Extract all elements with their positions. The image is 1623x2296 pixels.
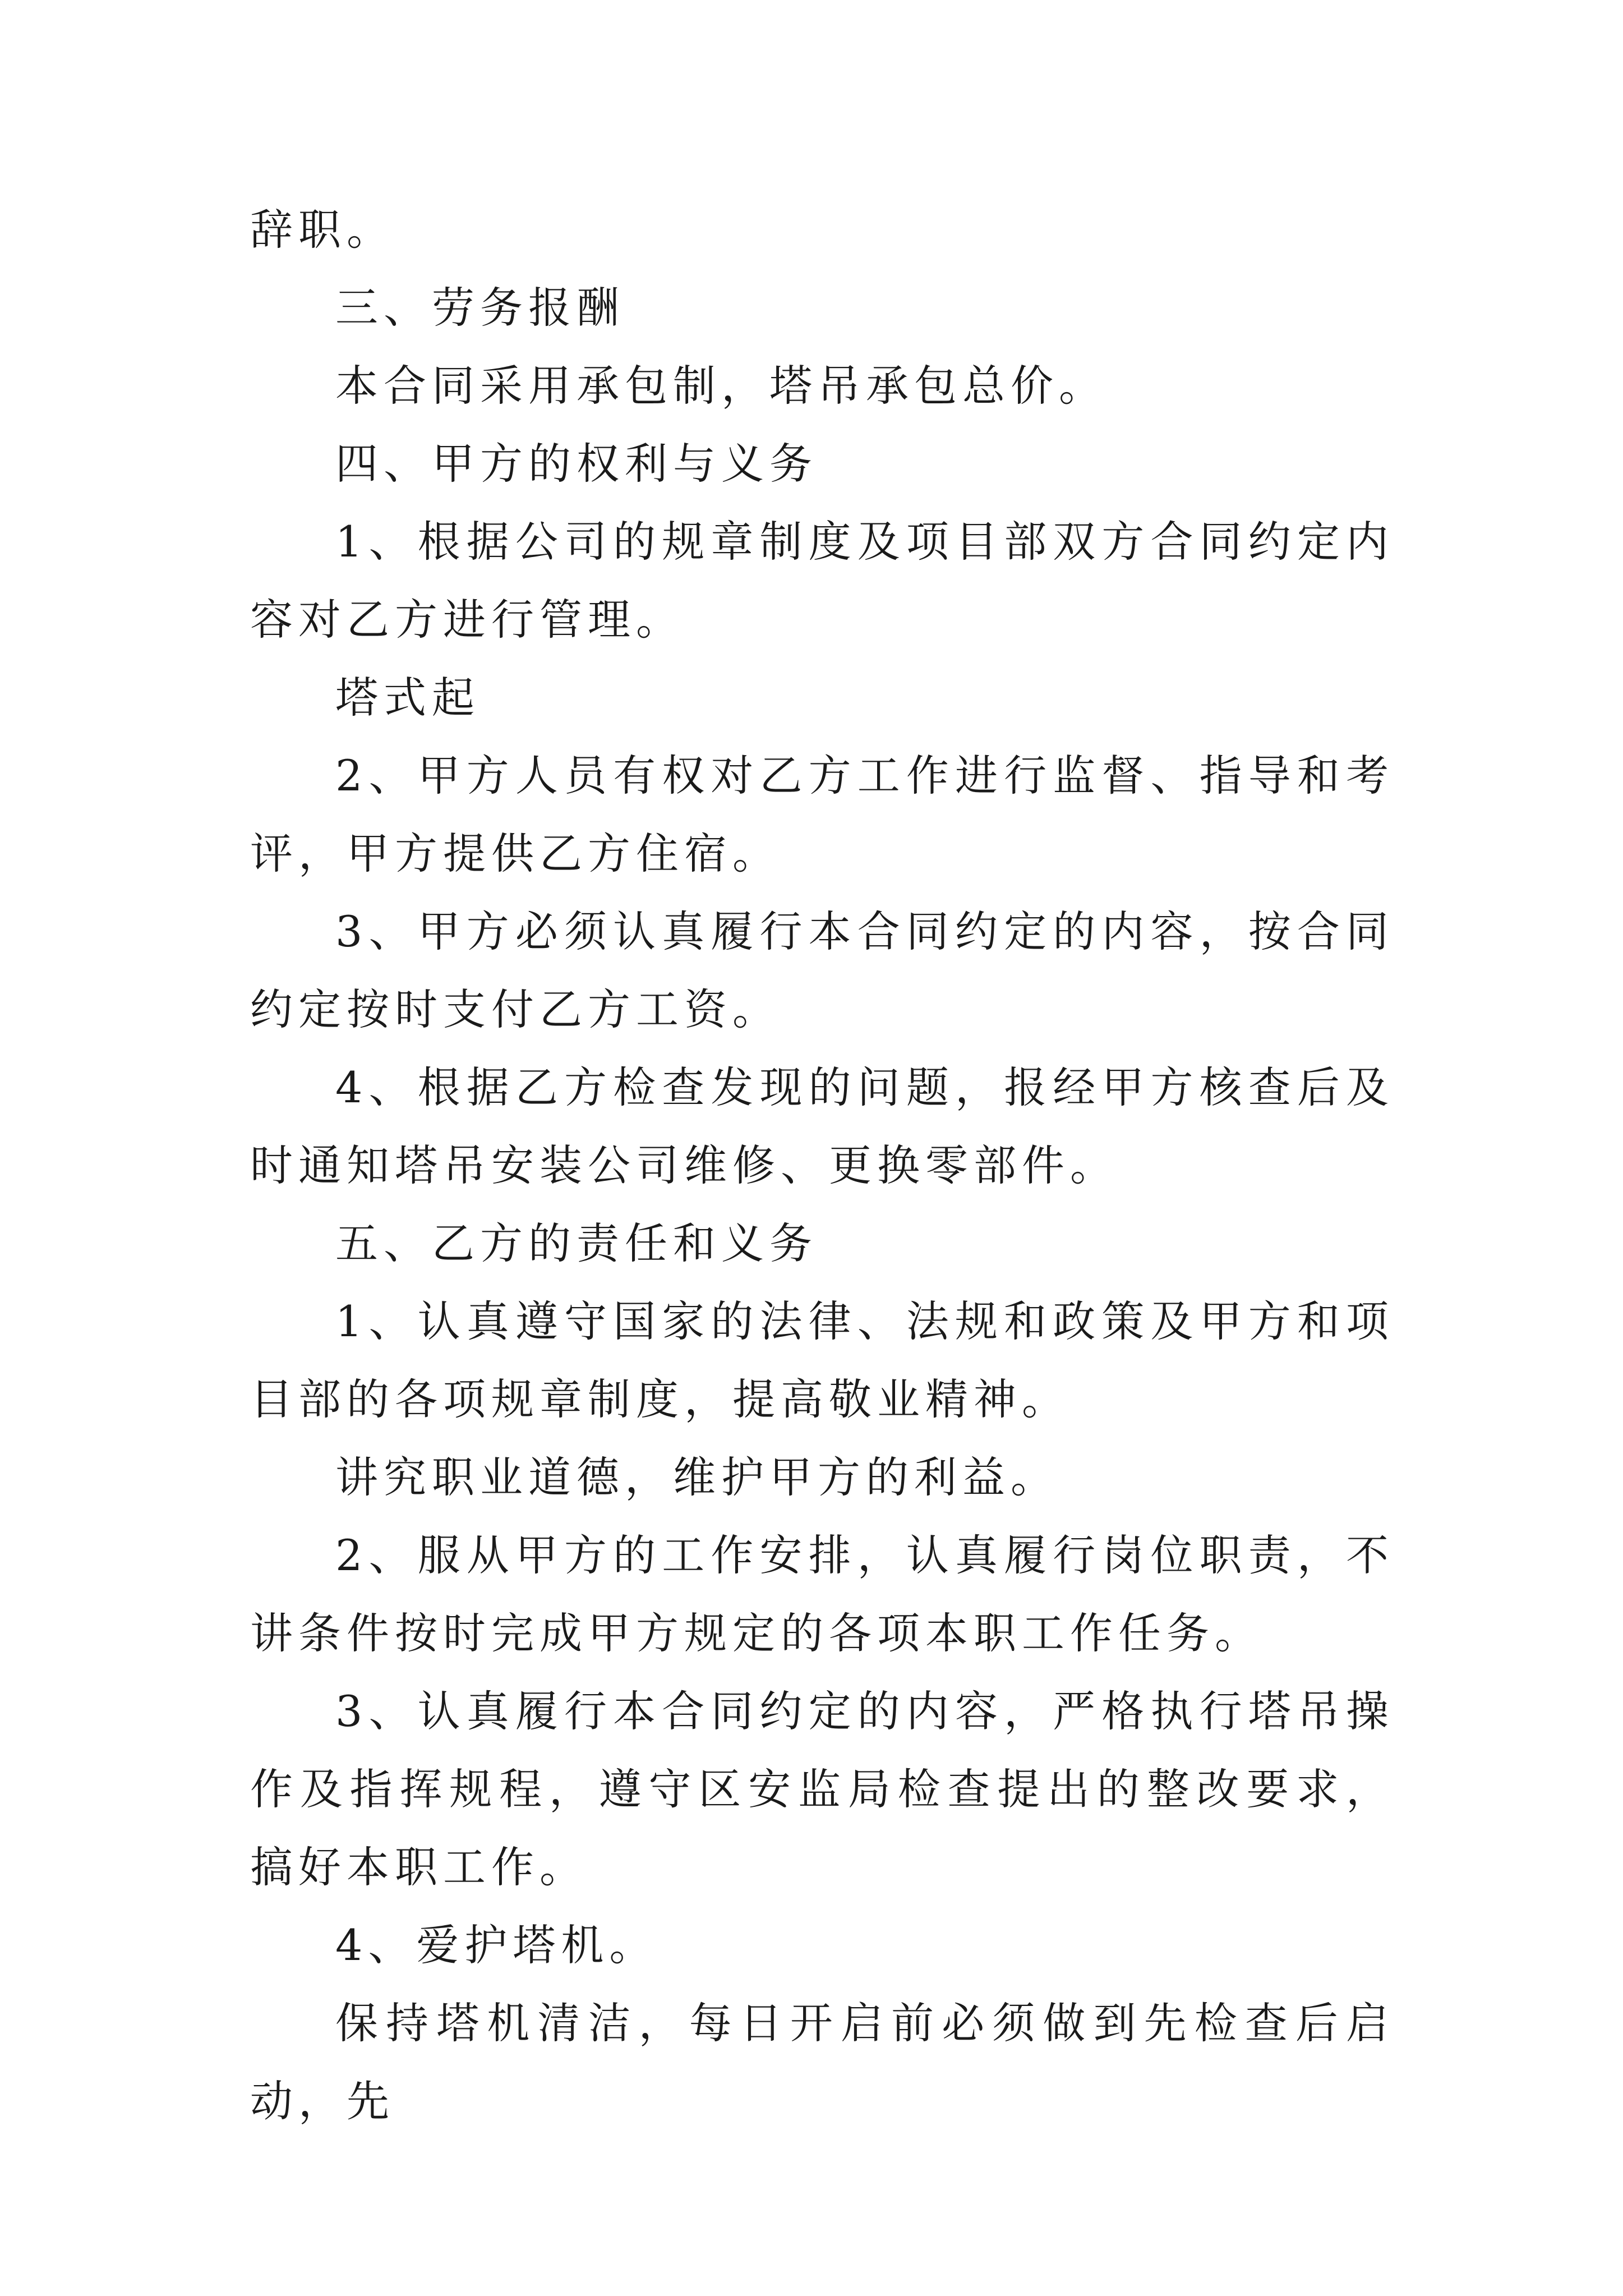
- paragraph-1: 辞职。: [250, 205, 395, 255]
- paragraph-10: 2、服从甲方的工作安排，认真履行岗位职责，不讲条件按时完成甲方规定的各项本职工作任务。: [250, 1530, 1394, 1658]
- paragraph-6: 3、甲方必须认真履行本合同约定的内容，按合同约定按时支付乙方工资。: [250, 907, 1394, 1034]
- paragraph-11: 3、认真履行本合同约定的内容，严格执行塔吊操作及指挥规程，遵守区安监局检查提出的整改要求，搞好本职工作。: [250, 1686, 1394, 1892]
- paragraph-4: 塔式起: [335, 673, 480, 723]
- paragraph-2: 本合同采用承包制，塔吊承包总价。: [335, 361, 1107, 411]
- paragraph-8: 1、认真遵守国家的法律、法规和政策及甲方和项目部的各项规章制度，提高敬业精神。: [250, 1296, 1394, 1424]
- section-heading-5: 五、乙方的责任和义务: [335, 1218, 818, 1268]
- paragraph-9: 讲究职业道德，维护甲方的利益。: [335, 1452, 1059, 1502]
- document-body: [250, 191, 1394, 2140]
- paragraph-5: 2、甲方人员有权对乙方工作进行监督、指导和考评，甲方提供乙方住宿。: [250, 751, 1394, 878]
- paragraph-3: 1、根据公司的规章制度及项目部双方合同约定内容对乙方进行管理。: [250, 517, 1394, 645]
- section-heading-3: 三、劳务报酬: [335, 283, 625, 333]
- paragraph-7: 4、根据乙方检查发现的问题，报经甲方核查后及时通知塔吊安装公司维修、更换零部件。: [250, 1062, 1394, 1190]
- paragraph-13: 保持塔机清洁，每日开启前必须做到先检查后启动，先: [250, 1998, 1394, 2126]
- paragraph-12: 4、爱护塔机。: [335, 1920, 658, 1970]
- section-heading-4: 四、甲方的权利与义务: [335, 439, 818, 489]
